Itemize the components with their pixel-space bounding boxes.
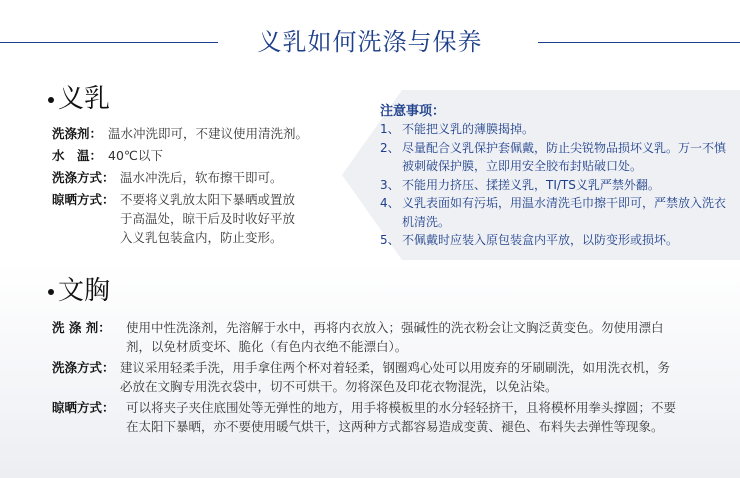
note-text: 不能把义乳的薄膜揭掉。 [402, 122, 535, 136]
note-text: 尽量配合义乳保护套佩戴，防止尖锐物品损坏义乳。万一不慎被刺破保护膜，立即用安全胶布封贴破口处。 [402, 140, 727, 173]
note-item [380, 139, 730, 176]
note-text: 不佩戴时应装入原包装盒内平放，以防变形或损坏。 [402, 233, 679, 247]
row-label: 洗涤方式： [52, 360, 115, 375]
row-value: 温水冲洗后，软布擦干即可。 [120, 170, 283, 185]
row-value: 40℃以下 [108, 148, 163, 163]
row-label: 水 温： [52, 148, 103, 163]
note-number: 2、 [380, 140, 400, 155]
row-value: 建议采用轻柔手洗，用手拿住两个杯对着轻柔，钢圈鸡心处可以用废弃的牙刷刷洗，如用洗衣机，务必放在文胸专用洗衣袋中，切不可烘干。勿将深色及印花衣物混洗，以免沾染。 [120, 360, 671, 394]
note-text: 义乳表面如有污垢，用温水清洗毛巾擦干即可，严禁放入洗衣机清洗。 [402, 196, 727, 229]
section-title-text: 文胸 [58, 276, 111, 306]
page-title: 义乳如何洗涤与保养 [257, 28, 483, 56]
notes-list [380, 120, 730, 250]
note-text: 不能用力挤压、揉搓义乳，TI/TS义乳严禁外翻。 [402, 177, 660, 192]
row-label: 晾晒方式： [52, 192, 115, 207]
note-number: 1、 [380, 122, 400, 136]
section-title-prosthesis [48, 82, 110, 116]
row-label: 洗涤方式： [52, 170, 115, 185]
note-number: 3、 [380, 177, 400, 192]
note-item [380, 120, 730, 139]
note-item [380, 231, 730, 250]
note-item [380, 194, 730, 231]
note-number: 4、 [380, 196, 400, 210]
row-value: 不要将义乳放太阳下暴晒或置放于高温处，晾干后及时收好平放入义乳包装盒内，防止变形。 [120, 192, 296, 245]
bullet-icon [48, 97, 54, 103]
note-item [380, 176, 730, 195]
row-label: 晾晒方式： [52, 400, 115, 415]
row-label: 洗 涤 剂： [52, 320, 111, 335]
section-title-bra [48, 274, 110, 308]
row-label: 洗涤剂： [52, 126, 103, 141]
bullet-icon [48, 289, 54, 295]
note-number: 5、 [380, 233, 400, 247]
section-title-text: 义乳 [58, 84, 111, 114]
row-value: 温水冲洗即可，不建议使用清洗剂。 [108, 126, 309, 141]
notes-title: 注意事项： [380, 104, 446, 119]
row-value: 使用中性洗涤剂，先溶解于水中，再将内衣放入；强碱性的洗衣粉会让文胸泛黄变色。勿使用漂白剂，以免材质变坏、脆化（有色内衣绝不能漂白）。 [126, 320, 664, 354]
row-value: 可以将夹子夹住底围处等无弹性的地方，用手将模板里的水分轻轻挤干，且将模杯用拳头撑圆；不要在太阳下暴晒，亦不要使用暖气烘干，这两种方式都容易造成变黄、褪色、布料失去弹性等现象。 [126, 400, 677, 434]
